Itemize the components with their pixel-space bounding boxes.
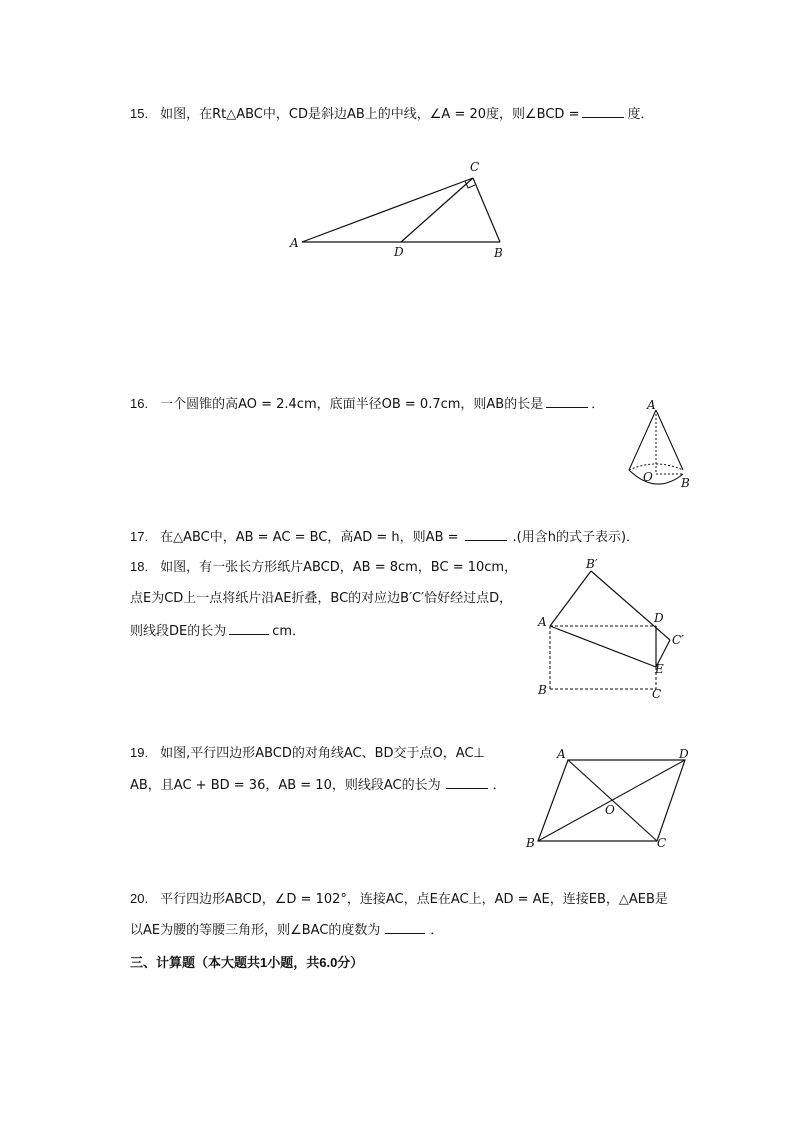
diagonal-BD [538, 760, 685, 841]
question-number: 18. [130, 559, 149, 574]
question-17 [130, 528, 639, 546]
question-number: 15. [130, 106, 149, 121]
label-B: B [494, 246, 503, 260]
label-A: A [647, 398, 656, 412]
segment-AE [550, 626, 656, 667]
question-16 [130, 395, 604, 413]
label-A: A [290, 236, 299, 250]
segment-AB1 [550, 571, 591, 626]
label-D: D [394, 245, 404, 259]
figure-folded-rectangle [532, 555, 692, 700]
answer-blank[interactable] [446, 776, 488, 789]
question-suffix: cm． [272, 624, 306, 639]
question-text: 在△ABC中，AB = AC = BC，高AD = h，则AB = [160, 530, 459, 545]
figure-parallelogram [520, 742, 700, 857]
label-D: D [679, 747, 689, 761]
question-suffix: ． [591, 397, 605, 412]
label-B: B [681, 476, 690, 490]
answer-blank[interactable] [385, 921, 425, 934]
label-O: O [643, 470, 653, 484]
label-C: C [657, 836, 667, 850]
question-18-line-2 [130, 591, 512, 607]
question-text: 一个圆锥的高AO = 2.4cm，底面半径OB = 0.7cm，则AB的长是 [160, 397, 544, 412]
question-text: 平行四边形ABCD，∠D = 102°，连接AC，点E在AC上，AD = AE，连接EB，△AEB是 [160, 892, 668, 907]
question-20-line-1 [130, 891, 668, 908]
label-C-prime: C′ [672, 633, 684, 647]
question-suffix: ． [492, 778, 506, 793]
question-number: 17. [130, 529, 149, 544]
question-20-line-2 [130, 921, 443, 939]
question-number: 20. [130, 891, 149, 906]
question-number: 19. [130, 745, 149, 760]
cone-right-side [656, 410, 683, 470]
question-19-line-1 [130, 745, 485, 762]
question-suffix: ． [430, 923, 444, 938]
label-C: C [470, 160, 480, 174]
section-heading-calculation: 三、计算题（本大题共1小题，共6.0分） [130, 955, 364, 970]
segment-AC [302, 178, 473, 242]
label-D: D [654, 611, 664, 625]
label-B: B [538, 683, 547, 697]
question-text: 如图，在Rt△ABC中，CD是斜边AB上的中线，∠A = 20度，则∠BCD = [160, 107, 580, 122]
question-text: 点E为CD上一点将纸片沿AE折叠，BC的对应边B′C′恰好经过点D， [130, 591, 513, 606]
right-angle-mark [465, 181, 475, 188]
question-number: 16. [130, 396, 149, 411]
question-18-line-1 [130, 559, 517, 576]
answer-blank[interactable] [582, 105, 624, 118]
label-A: A [538, 615, 547, 629]
label-B: B [526, 836, 535, 850]
label-E: E [655, 662, 664, 676]
cone-left-side [629, 410, 656, 470]
label-O: O [605, 803, 615, 817]
segment-BC [473, 178, 500, 242]
question-text: 则线段DE的长为 [130, 624, 227, 639]
answer-blank[interactable] [546, 395, 588, 408]
question-15 [130, 105, 653, 123]
question-18-line-3 [130, 622, 305, 640]
question-text: 如图,平行四边形ABCD的对角线AC、BD交于点O，AC⊥ [160, 746, 485, 761]
cone-base-front [629, 470, 683, 484]
question-text: AB，且AC + BD = 36，AB = 10，则线段AC的长为 [130, 778, 441, 793]
segment-B1C1 [591, 571, 670, 640]
figure-right-triangle [285, 158, 515, 268]
segment-CD [401, 178, 473, 242]
question-text: 以AE为腰的等腰三角形，则∠BAC的度数为 [130, 923, 381, 938]
answer-blank[interactable] [229, 622, 269, 635]
question-19-line-2 [130, 776, 506, 794]
answer-blank[interactable] [465, 528, 507, 541]
label-C: C [652, 687, 662, 701]
question-suffix: .(用含h的式子表示)． [512, 530, 640, 545]
label-A: A [557, 747, 566, 761]
question-text: 如图，有一张长方形纸片ABCD，AB = 8cm，BC = 10cm， [160, 560, 518, 575]
label-B-prime: B′ [586, 557, 598, 571]
figure-cone [620, 396, 700, 496]
question-suffix: 度． [627, 107, 654, 122]
